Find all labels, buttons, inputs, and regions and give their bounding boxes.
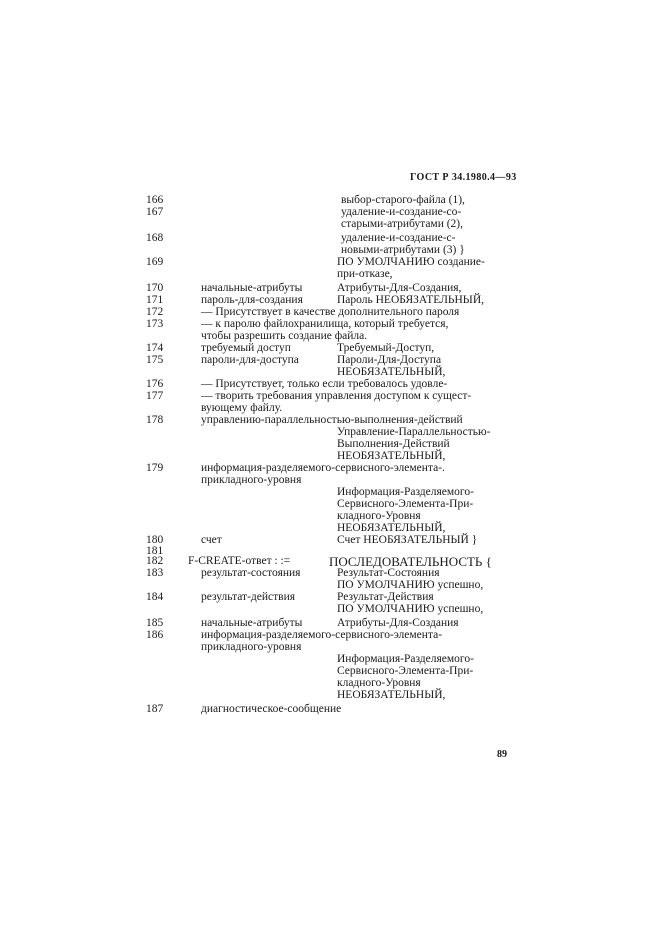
line-number: 183 (146, 567, 164, 579)
field-name: информация-разделяемого-сервисного-элемента-. (201, 462, 445, 474)
line-number: 169 (146, 256, 164, 268)
field-name: прикладного-уровня (201, 474, 302, 486)
field-name: пароли-для-доступа (201, 354, 299, 366)
type-spec: Информация-Разделяемого- (337, 486, 474, 498)
type-spec: Атрибуты-Для-Создания, (337, 282, 462, 294)
line-number: 185 (146, 617, 164, 629)
field-name: — к паролю файлохранилища, который требуется, (201, 318, 449, 330)
type-spec: Результат-Действия (337, 591, 434, 603)
type-spec: ПОСЛЕДОВАТЕЛЬНОСТЬ { (329, 554, 492, 569)
type-spec: НЕОБЯЗАТЕЛЬНЫЙ, (337, 522, 446, 534)
line-number: 172 (146, 306, 164, 318)
type-spec: удаление-и-создание-с- (341, 232, 456, 244)
field-name: начальные-атрибуты (201, 617, 303, 629)
type-spec: Управление-Параллельностью- (337, 426, 491, 438)
line-number: 168 (146, 232, 164, 244)
type-spec: НЕОБЯЗАТЕЛЬНЫЙ, (337, 366, 446, 378)
field-name: информация-разделяемого-сервисного-элемента- (201, 629, 443, 641)
type-spec: при-отказе, (337, 268, 393, 280)
field-name: — творить требования управления доступом к сущест- (201, 390, 472, 402)
line-number: 166 (146, 194, 164, 206)
type-spec: Атрибуты-Для-Создания (337, 617, 459, 629)
standard-header: ГОСТ Р 34.1980.4—93 (410, 172, 517, 183)
line-number: 175 (146, 354, 164, 366)
field-name: вующему файлу. (201, 402, 283, 414)
line-number: 187 (146, 703, 164, 715)
line-number: 170 (146, 282, 164, 294)
field-name: результат-действия (201, 591, 296, 603)
type-spec: Пароль НЕОБЯЗАТЕЛЬНЫЙ, (337, 294, 485, 306)
type-spec: ПО УМОЛЧАНИЮ создание- (337, 256, 485, 268)
type-spec: Сервисного-Элемента-При- (337, 665, 474, 677)
type-spec: старыми-атрибутами (2), (341, 218, 464, 230)
field-name: — Присутствует, только если требовалось удовле- (201, 378, 448, 390)
type-spec: Пароли-Для-Доступа (337, 354, 442, 366)
field-name: F-CREATE-ответ : := (188, 555, 291, 567)
line-number: 176 (146, 378, 164, 390)
field-name: — Присутствует в качестве дополнительного пароля (201, 306, 460, 318)
field-name: счет (201, 534, 222, 546)
type-spec: Выполнения-Действий (337, 438, 450, 450)
line-number: 181 (146, 545, 164, 557)
field-name: результат-состояния (201, 567, 301, 579)
page-number: 89 (497, 749, 507, 760)
field-name: пароль-для-создания (201, 294, 303, 306)
type-spec: Сервисного-Элемента-При- (337, 498, 474, 510)
type-spec: Информация-Разделяемого- (337, 653, 474, 665)
type-spec: новыми-атрибутами (3) } (341, 244, 465, 256)
type-spec: ПО УМОЛЧАНИЮ успешно, (337, 603, 484, 615)
type-spec: НЕОБЯЗАТЕЛЬНЫЙ, (337, 450, 446, 462)
type-spec: Счет НЕОБЯЗАТЕЛЬНЫЙ } (337, 534, 478, 546)
field-name: прикладного-уровня (201, 641, 302, 653)
field-name: чтобы разрешить создание файла. (201, 330, 368, 342)
line-number: 171 (146, 294, 164, 306)
type-spec: НЕОБЯЗАТЕЛЬНЫЙ, (337, 689, 446, 701)
type-spec: кладного-Уровня (337, 677, 421, 689)
field-name: начальные-атрибуты (201, 282, 303, 294)
line-number: 174 (146, 342, 164, 354)
line-number: 186 (146, 629, 164, 641)
line-number: 184 (146, 591, 164, 603)
type-spec: Результат-Состояния (337, 567, 440, 579)
field-name: диагностическое-сообщение (201, 703, 342, 715)
field-name: управлению-параллельностью-выполнения-действий (201, 414, 463, 426)
line-number: 173 (146, 318, 164, 330)
line-number: 180 (146, 534, 164, 546)
type-spec: кладного-Уровня (337, 510, 421, 522)
type-spec: удаление-и-создание-со- (341, 206, 462, 218)
type-spec: Требуемый-Доступ, (337, 342, 435, 354)
line-number: 167 (146, 206, 164, 218)
line-number: 178 (146, 414, 164, 426)
type-spec: выбор-старого-файла (1), (341, 194, 465, 206)
type-spec: ПО УМОЛЧАНИЮ успешно, (337, 579, 484, 591)
line-number: 179 (146, 462, 164, 474)
line-number: 182 (146, 555, 164, 567)
line-number: 177 (146, 390, 164, 402)
field-name: требуемый доступ (201, 342, 291, 354)
